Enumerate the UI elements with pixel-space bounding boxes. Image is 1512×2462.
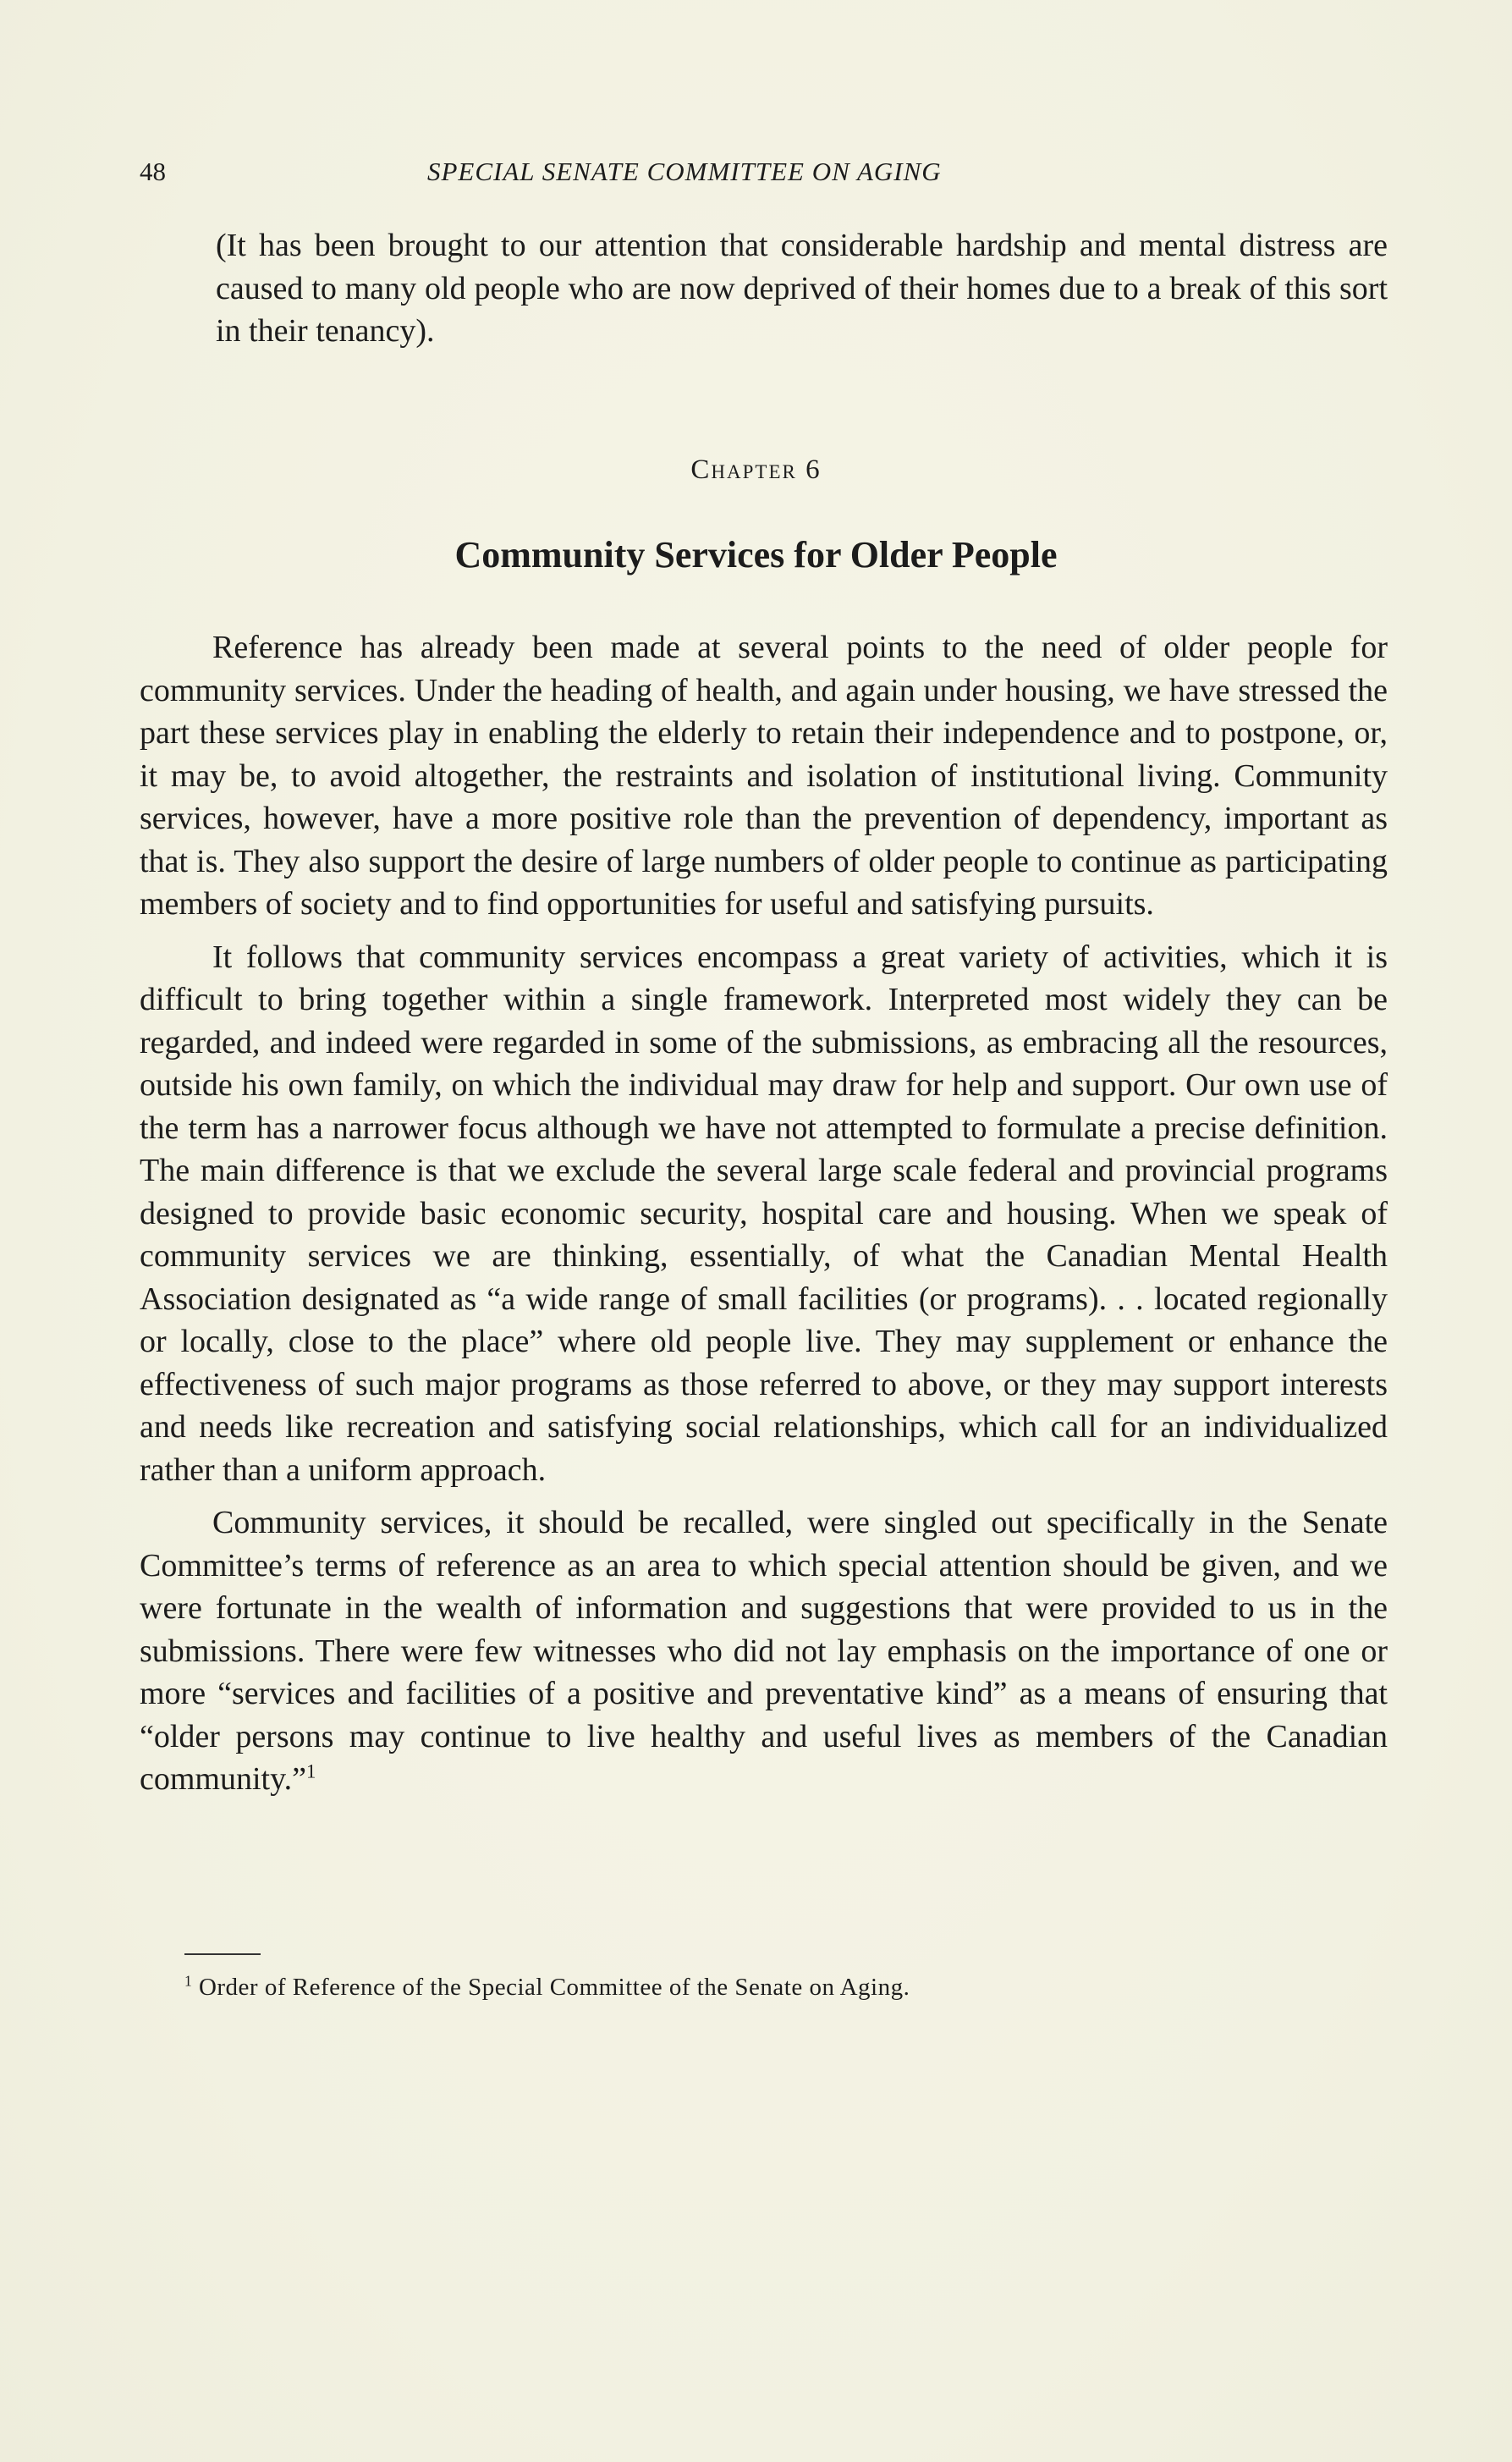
- footnote-reference: 1: [306, 1760, 316, 1782]
- footnote-marker: 1: [184, 1972, 193, 1990]
- carryover-paragraph: (It has been brought to our attention that considerable hardship and mental distress are caused to many old people who are now deprived of their homes due to a break of this sort in their tenancy).: [216, 228, 1388, 349]
- page-number: 48: [140, 157, 166, 186]
- chapter-body: [140, 626, 1388, 1811]
- chapter-label: Chapter 6: [690, 454, 822, 485]
- paragraph-1: Reference has already been made at several points to the need of older people for community services. Under the heading of health, and again under housing, we have stressed the part these services play in enabling the elderly to retain their independence and to postpone, or, it may be, to avoid altogether, the restraints and isolation of institutional living. Community services, however, have a more positive role than the prevention of dependency, important as that is. They also support the desire of large numbers of older people to continue as participating members of society and to find opportunities for useful and satisfying pursuits.: [140, 630, 1388, 922]
- paragraph-3: [140, 1501, 1388, 1801]
- paragraph-3-text: Community services, it should be recalled, were singled out specifically in the Senate Committee’s terms of reference as an area to which special attention should be given, and we were fortunate in the wealth of information and suggestions that were provided to us in the submissions. There were few witnesses who did not lay emphasis on the importance of one or more “services and facilities of a positive and preventative kind” as a means of ensuring that “older persons may continue to live healthy and useful lives as members of the Canadian community.”: [140, 1505, 1388, 1797]
- running-title: SPECIAL SENATE COMMITTEE ON AGING: [427, 157, 942, 186]
- footnote-text: Order of Reference of the Special Committee of the Senate on Aging.: [198, 1974, 910, 2001]
- footnote-rule: [184, 1953, 261, 1955]
- paragraph-2: It follows that community services encompass a great variety of activities, which it is difficult to bring together within a single framework. Interpreted most widely they can be regarded, and indeed were regarded in some of the submissions, as embracing all the resources, outside his own family, on which the individual may draw for help and support. Our own use of the term has a narrower focus although we have not attempted to formulate a precise definition. The main difference is that we exclude the several large scale federal and provincial programs designed to provide basic economic security, hospital care and housing. When we speak of community services we are thinking, essentially, of what the Canadian Mental Health Association designated as “a wide range of small facilities (or programs). . . located regionally or locally, close to the place” where old people live. They may supplement or enhance the effectiveness of such major programs as those referred to above, or they may support interests and needs like recreation and satisfying social relationships, which call for an individualized rather than a uniform approach.: [140, 939, 1388, 1488]
- chapter-title: Community Services for Older People: [454, 534, 1058, 576]
- footnote: [184, 1974, 910, 2002]
- page-header: [140, 157, 1388, 190]
